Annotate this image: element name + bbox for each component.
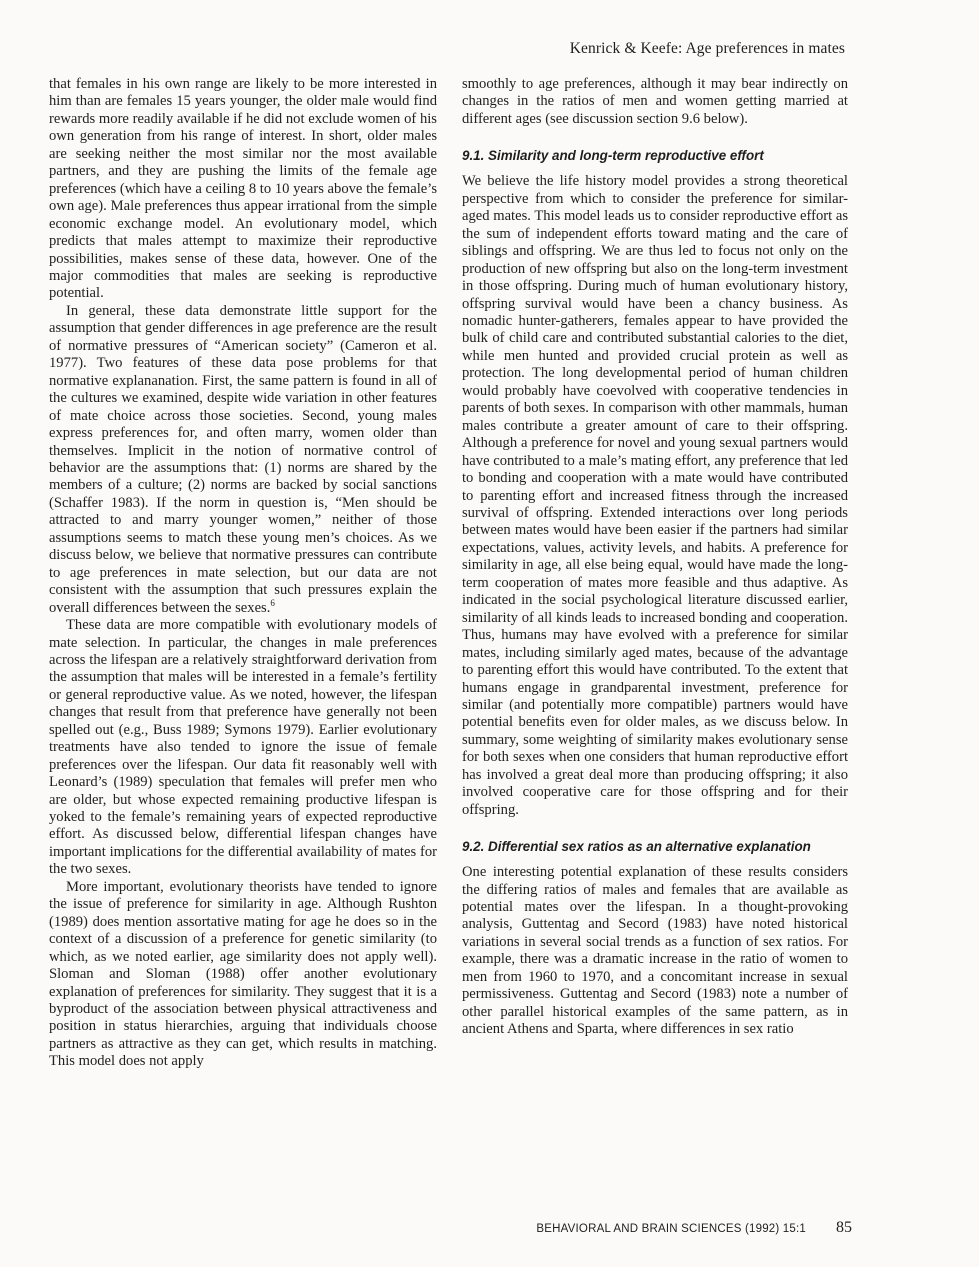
- section-heading: 9.2. Differential sex ratios as an alternative explanation: [462, 839, 811, 855]
- right-column: [462, 76, 848, 1039]
- paragraph: These data are more compatible with evolutionary models of mate selection. In particular, the changes in male preferences across the lifespan are a relatively straightforward derivation from the assumption that males will be interested in a female’s fertility or general reproductive value. As we noted, however, the lifespan changes that result from that preference have generally not been spelled out (e.g., Buss 1989; Symons 1979). Earlier evolutionary treatments have also tended to ignore the issue of female preferences over the lifespan. Our data fit reasonably well with Leonard’s (1989) speculation that females will prefer men who are older, but whose expected remaining productive lifespan is yoked to the female’s remaining years of expected reproductive effort. As discussed below, differential lifespan changes have important implications for the differential availability of mates for the two sexes.: [49, 617, 437, 878]
- page-footer: [536, 1219, 852, 1237]
- page-number: 85: [836, 1219, 852, 1236]
- paragraph: One interesting potential explanation of these results considers the differing ratios of males and females that are available as potential mates over the lifespan. In a thought-provoking analysis, Guttentag and Secord (1983) have noted historical variations in several social trends as a function of sex ratios. For example, there was a dramatic increase in the ratio of women to men from 1960 to 1970, and a concomitant increase in sexual permissiveness. Guttentag and Secord (1983) note a number of other parallel historical examples of the same pattern, as in ancient Athens and Sparta, where differences in sex ratio: [462, 864, 848, 1038]
- paragraph: smoothly to age preferences, although it may bear indirectly on changes in the ratios of men and women getting married at different ages (see discussion section 9.6 below).: [462, 76, 848, 127]
- journal-citation: BEHAVIORAL AND BRAIN SCIENCES (1992) 15:1: [536, 1223, 806, 1235]
- left-column: [49, 76, 437, 1071]
- footnote-marker[interactable]: 6: [270, 597, 275, 608]
- section-heading: 9.1. Similarity and long-term reproductive effort: [462, 148, 764, 164]
- paragraph: More important, evolutionary theorists have tended to ignore the issue of preference for similarity in age. Although Rushton (1989) does mention assortative mating for age he does so in the context of a discussion of a preference for genetic similarity (to which, as we noted earlier, age similarity does not apply well). Sloman and Sloman (1988) offer another evolutionary explanation of preferences for similarity. They suggest that it is a byproduct of the association between physical attractiveness and position in status hierarchies, arguing that individuals choose partners as attractive as they can get, which results in matching. This model does not apply: [49, 878, 437, 1070]
- paragraph: We believe the life history model provides a strong theoretical perspective from which to consider the preference for similar-aged mates. This model leads us to consider reproductive effort as the sum of independent efforts toward mating and the care of siblings and offspring. We are thus led to focus not only on the production of new offspring but also on the long-term investment in those offspring. During much of human evolutionary history, offspring survival would have been a chancy business. As nomadic hunter-gatherers, females appear to have provided the bulk of child care and contributed substantial calories to the diet, while men hunted and provided crucial protein as well as protection. The long developmental period of human children would probably have coevolved with cooperative tendencies in parents of both sexes. In comparison with other mammals, human males contribute a greater amount of care to their offspring. Although a preference for novel and young sexual partners would have contributed to a male’s mating effort, any preference that led to bonding and cooperation with a mate would have contributed to parenting effort and increased fitness through the increased survival of offspring. Extended interactions over long periods between mates would have been easier if the partners had similar expectations, values, activity levels, and habits. A preference for similarity in age, all else being equal, would have made the long-term cooperation of mates more feasible and thus adaptive. As indicated in the social psychological literature discussed earlier, similarity of all kinds leads to increased bonding and cooperation. Thus, humans may have evolved with a preference for similar mates, including similarly aged mates, because of the advantage to parenting effort this would have contributed. To the extent that humans engage in grandparental investment, preference for similar (and potentially more compatible) partners would have potential benefits even for older males, as we discuss below. In summary, some weighting of similarity makes evolutionary sense for both sexes when one considers that human reproductive effort has involved a great deal more than producing offspring; it also involved cooperative care for those offspring and for their offspring.: [462, 173, 848, 818]
- paragraph: that females in his own range are likely to be more interested in him than are females 15 years younger, the older male would find rewards more readily available if he did not exclude women of his own generation from his range of interest. In short, older males are seeking neither the most similar nor the most available partners, and they are pushing the limits of the female age preferences (which have a ceiling 8 to 10 years above the female’s own age). Male preferences thus appear irrational from the simple economic exchange model. An evolutionary model, which predicts that males attempt to maximize their reproductive possibilities, makes sense of these data, however. One of the major commodities that males are seeking is reproductive potential.: [49, 76, 437, 302]
- running-head: Kenrick & Keefe: Age preferences in mates: [569, 40, 845, 57]
- paragraph-text: In general, these data demonstrate little support for the assumption that gender differences in age preference are the result of normative pressures of “American society” (Cameron et al. 1977). Two features of these data pose problems for that normative explananation. First, the same pattern is found in all of the cultures we examined, despite wide variation in other features of mate choice across those societies. Second, young males express preferences for, and often marry, women older than themselves. Implicit in the notion of normative control of behavior are the assumptions that: (1) norms are shared by the members of a culture; (2) norms are backed by social sanctions (Schaffer 1983). If the norm in question is, “Men should be attracted to and marry younger women,” neither of those assumptions seems to match these young men’s choices. As we discuss below, we believe that normative pressures can contribute to age preferences in mate selection, but our data are not consistent with the assumption that such pressures explain the overall differences between the sexes.: [49, 302, 437, 616]
- paragraph: [49, 303, 437, 617]
